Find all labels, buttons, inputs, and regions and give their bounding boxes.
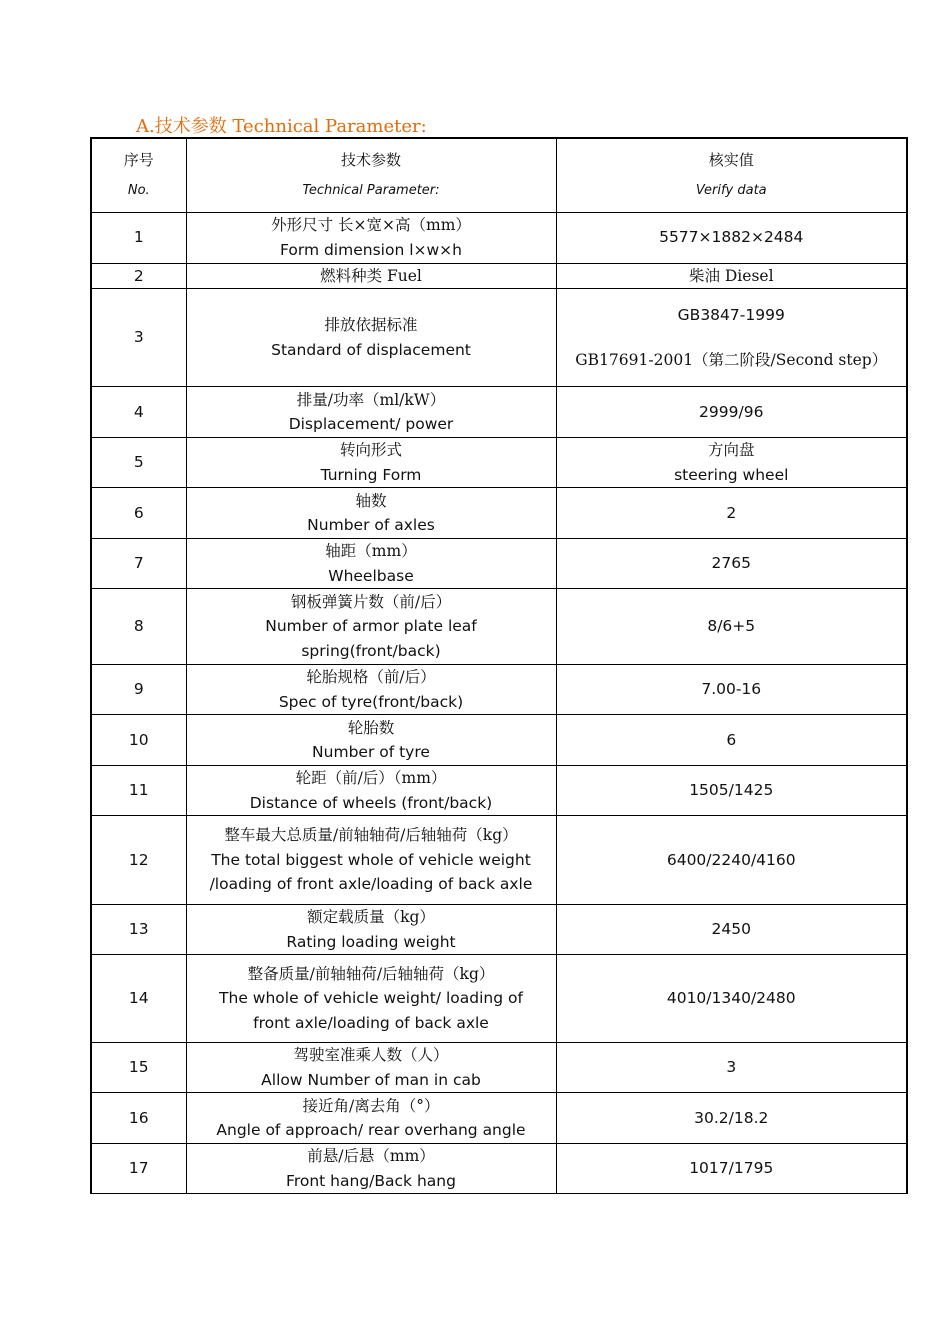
row-param xyxy=(186,589,556,665)
row-no: 5 xyxy=(91,438,186,488)
param-en: Number of armor plate leaf xyxy=(265,617,477,636)
param-en: Number of tyre xyxy=(312,743,430,761)
param-cn: 整备质量/前轴轴荷/后轴轴荷（kg） xyxy=(247,964,495,983)
row-param xyxy=(186,438,556,488)
param-en: Wheelbase xyxy=(328,566,414,585)
param-en: The total biggest whole of vehicle weight xyxy=(211,850,531,869)
param-en: Form dimension l×w×h xyxy=(280,240,462,259)
row-no: 9 xyxy=(91,665,186,715)
header-param-en: Technical Parameter: xyxy=(302,183,440,199)
row-value: 5577×1882×2484 xyxy=(556,212,907,263)
table-row xyxy=(91,1144,907,1194)
row-no: 2 xyxy=(91,263,186,289)
row-no: 16 xyxy=(91,1093,186,1144)
param-en: The whole of vehicle weight/ loading of xyxy=(219,989,523,1008)
table-row xyxy=(91,955,907,1043)
row-param xyxy=(186,766,556,816)
row-no: 6 xyxy=(91,488,186,539)
table-row xyxy=(91,766,907,816)
row-value xyxy=(556,263,907,289)
param-en: Angle of approach/ rear overhang angle xyxy=(216,1121,526,1139)
value-line: steering wheel xyxy=(674,465,789,484)
table-row xyxy=(91,1043,907,1093)
row-param xyxy=(186,1144,556,1194)
table-row xyxy=(91,387,907,438)
row-no: 12 xyxy=(91,816,186,905)
row-value xyxy=(556,289,907,387)
param-en: Displacement/ power xyxy=(288,415,454,433)
row-param xyxy=(186,289,556,387)
row-param xyxy=(186,715,556,766)
row-param xyxy=(186,387,556,438)
param-en: /loading of front axle/loading of back axle xyxy=(209,875,533,894)
row-value: 1017/1795 xyxy=(556,1144,907,1194)
param-en: Rating loading weight xyxy=(286,932,456,951)
param-en: Number of axles xyxy=(307,516,435,534)
param-cn: 前悬/后悬（mm） xyxy=(307,1147,435,1165)
row-param xyxy=(186,1043,556,1093)
table-row xyxy=(91,905,907,955)
row-no: 10 xyxy=(91,715,186,766)
section-heading: A.技术参数 Technical Parameter: xyxy=(136,116,427,137)
row-value: 8/6+5 xyxy=(556,589,907,665)
row-param xyxy=(186,263,556,289)
row-no: 7 xyxy=(91,539,186,589)
row-value: 1505/1425 xyxy=(556,766,907,816)
header-no-cn: 序号 xyxy=(123,151,154,170)
param-en: spring(front/back) xyxy=(301,641,441,660)
param-cn: 轮距（前/后）（mm） xyxy=(295,769,447,787)
param-en: Allow Number of man in cab xyxy=(261,1070,481,1089)
row-value: 6400/2240/4160 xyxy=(556,816,907,905)
param-en: Front hang/Back hang xyxy=(286,1171,456,1190)
row-value xyxy=(556,438,907,488)
param-cn: 排放依据标准 xyxy=(324,316,418,334)
row-value: 2450 xyxy=(556,905,907,955)
table-row xyxy=(91,488,907,539)
param-cn: 接近角/离去角（°） xyxy=(302,1096,440,1115)
header-param-cn: 技术参数 xyxy=(340,151,401,170)
row-param xyxy=(186,905,556,955)
table-row xyxy=(91,715,907,766)
table-row xyxy=(91,665,907,715)
header-no xyxy=(91,138,186,212)
table-header-row xyxy=(91,138,907,212)
row-value: 4010/1340/2480 xyxy=(556,955,907,1043)
param-cn: 轮胎规格（前/后） xyxy=(306,668,436,686)
header-verify xyxy=(556,138,907,212)
row-no: 8 xyxy=(91,589,186,665)
param-cn: 轴距（mm） xyxy=(325,542,417,560)
table-row xyxy=(91,289,907,387)
row-no: 1 xyxy=(91,212,186,263)
row-value: 6 xyxy=(556,715,907,766)
row-param xyxy=(186,955,556,1043)
header-param xyxy=(186,138,556,212)
value-line: GB17691-2001（第二阶段/Second step） xyxy=(575,350,888,369)
param-en: Distance of wheels (front/back) xyxy=(249,793,493,812)
row-no: 4 xyxy=(91,387,186,438)
row-no: 13 xyxy=(91,905,186,955)
param-cn: 驾驶室准乘人数（人） xyxy=(293,1046,449,1064)
row-value: 7.00-16 xyxy=(556,665,907,715)
row-param xyxy=(186,212,556,263)
table-row xyxy=(91,438,907,488)
row-param xyxy=(186,488,556,539)
row-param xyxy=(186,665,556,715)
row-no: 14 xyxy=(91,955,186,1043)
row-no: 11 xyxy=(91,766,186,816)
value-line: GB3847-1999 xyxy=(677,306,785,324)
table-row xyxy=(91,263,907,289)
row-no: 15 xyxy=(91,1043,186,1093)
param-cn: 额定载质量（kg） xyxy=(307,908,435,926)
row-no: 3 xyxy=(91,289,186,387)
param-cn: 轴数 xyxy=(355,491,387,510)
table-row xyxy=(91,816,907,905)
row-param xyxy=(186,816,556,905)
param-cn: 排量/功率（ml/kW） xyxy=(296,390,446,409)
table-row xyxy=(91,589,907,665)
value-line: 柴油 Diesel xyxy=(688,266,774,285)
param-cn: 轮胎数 xyxy=(347,718,395,737)
row-value: 3 xyxy=(556,1043,907,1093)
row-value: 30.2/18.2 xyxy=(556,1093,907,1144)
param-cn: 整车最大总质量/前轴轴荷/后轴轴荷（kg） xyxy=(224,826,518,845)
param-cn: 外形尺寸 长×宽×高（mm） xyxy=(271,216,471,234)
row-value: 2765 xyxy=(556,539,907,589)
param-en: Spec of tyre(front/back) xyxy=(278,692,464,711)
param-en: front axle/loading of back axle xyxy=(253,1013,489,1032)
row-value: 2999/96 xyxy=(556,387,907,438)
table-row xyxy=(91,1093,907,1144)
param-cn: 钢板弹簧片数（前/后） xyxy=(290,592,452,611)
row-param xyxy=(186,1093,556,1144)
row-value: 2 xyxy=(556,488,907,539)
row-no: 17 xyxy=(91,1144,186,1194)
param-en: Standard of displacement xyxy=(271,340,471,359)
header-no-en: No. xyxy=(127,183,150,199)
header-verify-cn: 核实值 xyxy=(708,151,754,170)
technical-parameter-table xyxy=(90,137,908,1194)
param-en: Turning Form xyxy=(320,465,422,484)
param-cn: 燃料种类 Fuel xyxy=(320,266,422,285)
param-cn: 转向形式 xyxy=(339,441,402,459)
table-row xyxy=(91,539,907,589)
value-line: 方向盘 xyxy=(707,441,755,459)
table-row xyxy=(91,212,907,263)
header-verify-en: Verify data xyxy=(695,183,767,199)
row-param xyxy=(186,539,556,589)
